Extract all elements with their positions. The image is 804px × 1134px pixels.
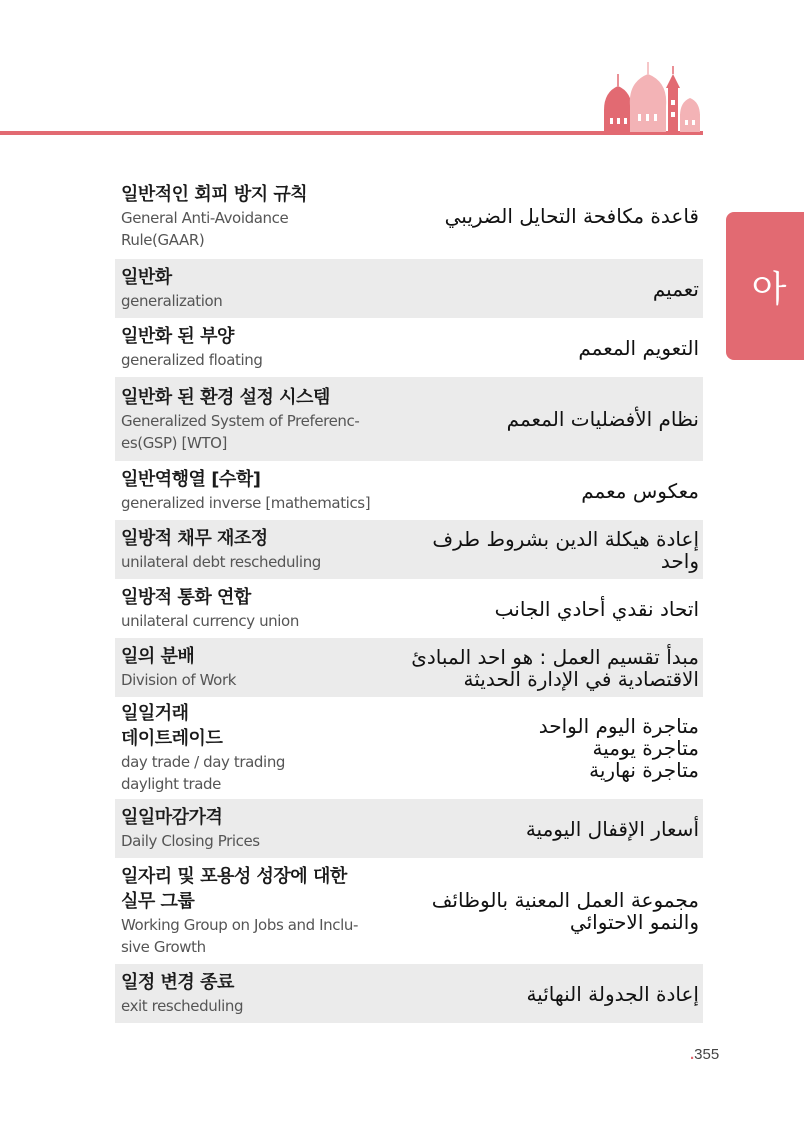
arabic-line: أسعار الإقفال اليومية [525,816,699,841]
arabic-translation [507,408,699,430]
glossary-entry [115,173,703,259]
korean-term: 일반화 [121,267,172,288]
english-term: Rule(GAAR) [121,230,205,249]
english-term: unilateral debt rescheduling [121,553,321,571]
arabic-translation [581,480,699,502]
korean-term: 일정 변경 종료 [121,972,234,993]
term-source [121,805,383,852]
term-source [121,970,383,1017]
arabic-translation [495,598,699,620]
korean-term: 일반화 된 부양 [121,326,234,347]
korean-term: 일반역행열 [수학] [121,469,261,490]
english-term: Division of Work [121,671,237,689]
korean-term: 일반화 된 환경 설정 시스템 [121,386,330,408]
term-source [121,324,383,371]
arabic-translation [526,818,699,840]
english-term: generalization [121,292,223,310]
arabic-line: متاجرة اليوم الواحد [538,714,699,738]
glossary-entries [115,173,703,1023]
glossary-entry [115,461,703,520]
english-term: generalized floating [121,351,263,369]
arabic-line: إعادة الجدولة النهائية [526,981,699,1006]
section-tab-letter: 아 [751,268,787,310]
arabic-line: والنمو الاحتوائي [569,910,699,934]
mosque-illustration-icon [600,60,704,134]
english-term: day trade / day trading [121,753,286,771]
arabic-translation [432,528,699,572]
english-term: es(GSP) [WTO] [121,433,228,452]
korean-term: 일자리 및 포용성 성장에 대한 [121,866,347,887]
glossary-entry [115,520,703,579]
arabic-line: واحد [660,548,699,573]
english-term: exit rescheduling [121,997,244,1015]
glossary-entry [115,697,703,799]
arabic-line: نظام الأفضليات المعمم [506,407,699,431]
english-term: unilateral currency union [121,612,299,630]
korean-term: 데이트레이드 [121,728,223,749]
arabic-line: متاجرة يومية [592,736,699,760]
section-tab [726,212,804,360]
glossary-entry [115,259,703,318]
term-source [121,701,383,795]
english-term: generalized inverse [mathematics] [121,494,371,512]
arabic-translation [445,205,699,227]
glossary-entry [115,579,703,638]
arabic-translation [578,337,699,359]
korean-term: 일방적 통화 연합 [121,587,251,608]
arabic-translation [432,889,699,933]
arabic-translation [526,983,699,1005]
arabic-line: معكوس معمم [581,478,699,503]
page-number [690,1046,719,1063]
korean-term: 일방적 채무 재조정 [121,528,268,549]
arabic-line: مبدأ تقسيم العمل : هو احد المبادئ [411,644,699,669]
term-source [121,182,383,251]
arabic-translation [653,278,699,300]
term-source [121,644,383,691]
glossary-entry [115,638,703,697]
korean-term: 일의 분배 [121,646,195,667]
glossary-entry [115,964,703,1023]
english-term: Generalized System of Preferenc- [121,411,360,430]
korean-term: 일일마감가격 [121,807,223,828]
term-source [121,265,383,312]
arabic-translation [411,646,699,690]
english-term: daylight trade [121,775,221,793]
arabic-line: التعويم المعمم [578,335,699,360]
header-rule [0,131,703,135]
arabic-translation [539,715,699,781]
term-source [121,467,383,514]
term-source [121,864,383,958]
page-number-dot: . [690,1046,695,1063]
glossary-entry [115,858,703,964]
glossary-entry [115,799,703,858]
arabic-line: مجموعة العمل المعنية بالوظائف [431,888,699,912]
glossary-entry [115,377,703,461]
page-number-value: 355 [694,1046,720,1063]
term-source [121,526,383,573]
arabic-line: الاقتصادية في الإدارة الحديثة [463,666,699,691]
korean-term: 실무 그룹 [121,891,195,912]
arabic-line: تعميم [652,276,699,301]
korean-term: 일반적인 회피 방지 규칙 [121,183,308,205]
english-term: Working Group on Jobs and Inclu- [121,916,358,934]
english-term: sive Growth [121,938,206,956]
english-term: General Anti-Avoidance [121,208,289,227]
glossary-entry [115,318,703,377]
arabic-line: اتحاد نقدي أحادي الجانب [494,596,699,621]
term-source [121,385,383,454]
arabic-line: إعادة هيكلة الدين بشروط طرف [432,526,699,551]
arabic-line: متاجرة نهارية [589,758,699,782]
term-source [121,585,383,632]
arabic-line: قاعدة مكافحة التحايل الضريبي [444,204,699,228]
korean-term: 일일거래 [121,703,189,724]
english-term: Daily Closing Prices [121,832,260,850]
